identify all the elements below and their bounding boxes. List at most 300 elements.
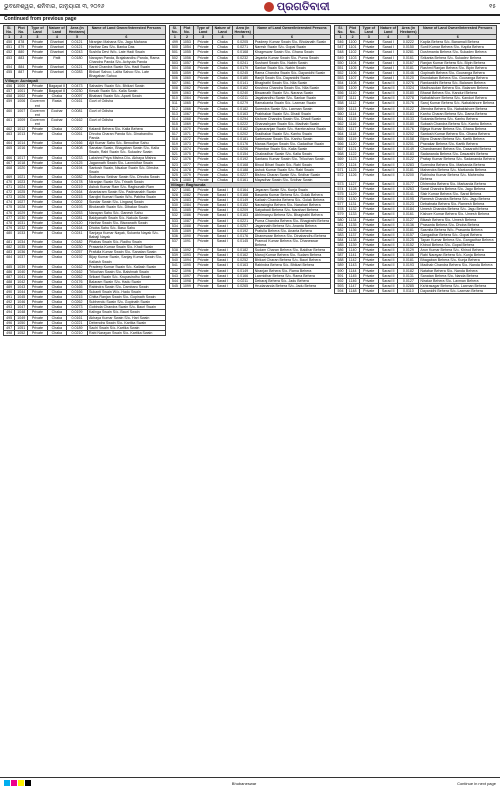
table-cell: Private: [359, 86, 378, 91]
table-cell: 469: [4, 174, 15, 179]
village-name: Village: Baghunda: [169, 182, 331, 187]
table-cell: Sarad II: [378, 131, 397, 136]
table-cell: Ranjit Swain S/o- Dayanidhi Swain: [253, 75, 331, 80]
table-cell: Pitambar Swain S/o- Kalia Swain: [253, 147, 331, 152]
table-cell: 1069: [180, 121, 193, 126]
table-cell: Sudam Charan Behera S/o- Baidhar Behera: [253, 248, 331, 253]
table-cell: 0.0122: [398, 157, 419, 162]
table-cell: 1023: [15, 180, 28, 185]
table-cell: Private: [359, 157, 378, 162]
table-cell: 0.0180: [398, 91, 419, 96]
table-cell: Kshirasagar Behera S/o- Laxman Behera: [419, 283, 497, 288]
table-cell: 572: [335, 172, 346, 181]
table-cell: Binod Bihari Swain S/o- Rabi Swain: [253, 162, 331, 167]
table-cell: 1103: [346, 55, 359, 60]
table-cell: 0.0215: [67, 195, 88, 200]
column-header: Area (in Hectares): [232, 26, 253, 35]
table-cell: Sanatan Swain, Bhagaban Swain S/o- Kalia Swain, Rabi Swain S/o- Sukadev Swain: [88, 146, 166, 155]
table-cell: Natabar Behera S/o- Nanda Behera: [419, 268, 497, 273]
table-cell: Sarad II: [378, 212, 397, 217]
table-cell: 0.0149: [232, 268, 253, 273]
table-cell: Khageswar Swain S/o- Ghana Swain: [253, 50, 331, 55]
table-cell: 0.0181: [398, 227, 419, 232]
column-number: 3: [28, 35, 47, 40]
table-cell: Niranjan Behera S/o- Rama Behera: [253, 268, 331, 273]
table-cell: Chaka: [47, 205, 66, 210]
table-cell: Chaka: [213, 126, 232, 131]
table-cell: 0.0181: [398, 65, 419, 70]
table-cell: 0.0219: [67, 185, 88, 190]
table-cell: Private: [28, 185, 47, 190]
table-cell: Sarad II: [378, 253, 397, 258]
table-cell: 0.0178: [67, 180, 88, 185]
table-cell: 587: [335, 253, 346, 258]
table-cell: Hrudananda Behera S/o- Jadu Behera: [253, 283, 331, 288]
table-cell: 1071: [180, 131, 193, 136]
table-cell: 0.0211: [232, 96, 253, 101]
table-cell: Rabindra Behera S/o- Bhikari Behera: [253, 263, 331, 268]
table-cell: Private: [359, 142, 378, 147]
table-cell: Private: [359, 243, 378, 248]
table-cell: Chaka: [213, 147, 232, 152]
table-cell: Private: [28, 305, 47, 310]
table-cell: 594: [335, 288, 346, 293]
table-cell: 0.0182: [232, 106, 253, 111]
table-cell: 471: [4, 185, 15, 190]
masthead-date: ଭୁବନେଶ୍ୱର, ଶନିବାର, ଜାନୁୟାରୀ ୩, ୨୦୨୬: [4, 3, 105, 10]
table-cell: 532: [169, 213, 180, 218]
table-cell: Private: [359, 106, 378, 111]
table-cell: 536: [169, 233, 180, 238]
table-header-row: [335, 26, 497, 35]
table-cell: 1025: [15, 190, 28, 195]
table-cell: Sarat Chandra Behera S/o- Jagu Behera: [419, 187, 497, 192]
table-cell: 588: [335, 258, 346, 263]
column-header: Name of Land Owner/Interested Persons: [88, 26, 166, 35]
table-cell: 0.0127: [398, 278, 419, 283]
table-cell: Private: [359, 60, 378, 65]
table-cell: 1087: [180, 218, 193, 223]
table-cell: 1016: [15, 146, 28, 155]
table-cell: Madhab Chandra Behera S/o- Nanda Behera: [419, 263, 497, 268]
table-cell: Prasanta Kumar Swain S/o- Khali Swain: [88, 245, 166, 250]
table-cell: 0.0127: [398, 217, 419, 222]
table-cell: 1073: [180, 142, 193, 147]
column-number: 1: [4, 35, 15, 40]
table-cell: 1100: [346, 40, 359, 45]
table-cell: Private: [359, 70, 378, 75]
table-cell: 1114: [346, 111, 359, 116]
table-cell: Harihar Das S/o- Banka Das: [88, 45, 166, 50]
column-number: 2: [346, 35, 359, 40]
table-cell: 1147: [346, 283, 359, 288]
table-cell: 1054: [180, 45, 193, 50]
table-cell: Private: [359, 283, 378, 288]
table-cell: Chaka: [213, 96, 232, 101]
table-cell: Sarad II: [378, 157, 397, 162]
table-cell: 0.0202: [67, 126, 88, 131]
table-cell: 1057: [180, 60, 193, 65]
table-cell: Bhikari Sahoo, Lalita Sahoo S/o- Late Bhagaban Sahoo: [88, 69, 166, 78]
table-cell: 573: [335, 181, 346, 186]
table-cell: 1036: [15, 250, 28, 255]
table-cell: 0.0166: [67, 290, 88, 295]
table-cell: 480: [4, 230, 15, 239]
table-cell: 1030: [15, 215, 28, 220]
table-cell: Bagayat II: [48, 89, 65, 94]
table-cell: Sarad II: [378, 152, 397, 157]
table-cell: 586: [335, 248, 346, 253]
table-cell: Sarad I: [213, 248, 232, 253]
table-cell: 1132: [346, 207, 359, 212]
table-cell: Rankanidhi Behera S/o- Balaram Behera: [419, 81, 497, 86]
table-cell: Sarad I: [213, 198, 232, 203]
table-cell: 559: [335, 106, 346, 111]
table-cell: Private: [359, 197, 378, 202]
table-row: [335, 288, 497, 293]
table-cell: Chaka: [47, 165, 66, 174]
table-cell: 455: [4, 69, 15, 78]
table-cell: 0.0186: [398, 253, 419, 258]
table-cell: Sarad I: [213, 223, 232, 228]
table-cell: 488: [4, 279, 15, 284]
table-cell: Chaka: [213, 40, 232, 45]
table-cell: 0.0183: [398, 111, 419, 116]
table-cell: 0.0230: [67, 89, 88, 94]
table-cell: Akhaya Kumar Swain S/o- Hari Swain: [88, 315, 166, 320]
table-cell: 592: [335, 278, 346, 283]
table-cell: 457: [4, 89, 15, 94]
table-cell: Sarad II: [378, 232, 397, 237]
table-cell: Chaka: [47, 230, 66, 239]
table-cell: Nabakishore Behera S/o- Kanduri Behera: [419, 96, 497, 101]
table-cell: Kishore Chandra Swain S/o- Dhadi Swain: [253, 116, 331, 121]
table-cell: 1122: [346, 152, 359, 157]
continued-note: Continued from previous page: [0, 16, 500, 24]
table-cell: Private: [193, 258, 212, 263]
table-cell: 466: [4, 155, 15, 160]
table-cell: Chaka: [213, 65, 232, 70]
masthead: [0, 0, 500, 16]
table-cell: Tapan Kumar Behera S/o- Gangadhar Behera: [419, 237, 497, 242]
table-cell: 0.0221: [67, 320, 88, 325]
table-cell: 1110: [346, 91, 359, 96]
table-cell: 1126: [346, 172, 359, 181]
table-cell: Private: [193, 273, 212, 278]
table-cell: Chaka: [47, 269, 66, 274]
table-cell: 1138: [346, 237, 359, 242]
table-cell: 0.0276: [398, 81, 419, 86]
table-cell: Gangadhar Behera S/o- Gopal Behera: [419, 232, 497, 237]
table-cell: Chaka: [213, 137, 232, 142]
table-cell: 0.0168: [232, 162, 253, 167]
column-number: 2: [15, 35, 28, 40]
table-cell: Private: [359, 40, 378, 45]
table-cell: Niranjan Swain S/o- Trinath Swain: [88, 180, 166, 185]
table-cell: Sarad II: [378, 268, 397, 273]
table-cell: 518: [169, 137, 180, 142]
table-cell: 0.0202: [398, 131, 419, 136]
table-cell: 528: [169, 193, 180, 198]
table-cell: Private: [28, 255, 47, 264]
table-cell: 1130: [346, 197, 359, 202]
table-cell: 1097: [180, 273, 193, 278]
table-cell: Prafulla Behera S/o- Ananta Behera: [253, 228, 331, 233]
table-cell: 516: [169, 126, 180, 131]
table-cell: 1053: [180, 40, 193, 45]
table-cell: Sanjaya Kumar Nayak, Sukanta Nayak S/o- Babaji Nayak: [88, 230, 166, 239]
table-cell: Private: [28, 205, 47, 210]
table-cell: Ashok Kumar Swain S/o- Rabi Swain: [253, 167, 331, 172]
table-cell: Private: [28, 245, 47, 250]
table-cell: 1041: [15, 274, 28, 279]
table-cell: 1012: [15, 126, 28, 131]
table-cell: 1070: [180, 126, 193, 131]
table-header-row: [169, 26, 331, 35]
table-cell: Pitabas Swain S/o- Radhu Swain: [88, 240, 166, 245]
table-cell: 533: [169, 218, 180, 223]
table-cell: Sarad II: [378, 142, 397, 147]
table-cell: Ashok Kumar Ram S/o- Raghunath Ram: [88, 185, 166, 190]
table-cell: Private: [359, 187, 378, 192]
table-cell: 0.0206: [232, 147, 253, 152]
table-cell: 1061: [180, 81, 193, 86]
table-cell: Chaka: [213, 91, 232, 96]
table-cell: 0.0408: [67, 146, 88, 155]
table-cell: 0.0166: [67, 141, 88, 146]
table-cell: 0.0202: [67, 200, 88, 205]
table-cell: 1055: [180, 50, 193, 55]
table-cell: Private: [28, 225, 47, 230]
table-cell: 1066: [180, 106, 193, 111]
table-cell: Private: [359, 96, 378, 101]
table-cell: 525: [169, 172, 180, 177]
table-cell: 1102: [346, 50, 359, 55]
table-cell: Sarad II: [378, 248, 397, 253]
table-cell: 0.0194: [67, 165, 88, 174]
table-cell: Private: [28, 295, 47, 300]
table-cell: Chaka: [47, 305, 66, 310]
table-cell: Private: [28, 200, 47, 205]
table-cell: Bagayat II: [48, 84, 65, 89]
table-cell: 1043: [15, 284, 28, 289]
table-cell: 493: [4, 305, 15, 310]
table-cell: Private: [193, 131, 212, 136]
table-cell: Private: [359, 232, 378, 237]
column-number: 6: [88, 35, 166, 40]
table-cell: Sarad II: [378, 81, 397, 86]
land-table-3: [334, 25, 497, 294]
table-cell: 1082: [180, 193, 193, 198]
table-cell: 0.0122: [398, 106, 419, 111]
table-cell: 489: [4, 284, 15, 289]
table-cell: Private: [193, 162, 212, 167]
table-cell: 576: [335, 197, 346, 202]
table-cell: Naresh Swain S/o- Gopal Swain: [253, 45, 331, 50]
table-cell: Private: [193, 152, 212, 157]
column-number: 5: [232, 35, 253, 40]
table-cell: 527: [169, 188, 180, 193]
table-cell: 1024: [15, 185, 28, 190]
table-cell: 1006: [15, 99, 28, 108]
table-cell: 0.0262: [67, 300, 88, 305]
table-cell: 0.0176: [398, 101, 419, 106]
table-cell: Private: [359, 263, 378, 268]
table-cell: 1039: [15, 264, 28, 269]
table-cell: Purna Chandra Behera S/o- Bhagirathi Behera: [254, 218, 330, 223]
table-cell: Sarad I: [213, 283, 232, 288]
column-header: Name of Land Owner/Interested Persons: [419, 26, 497, 35]
table-cell: 878: [15, 40, 28, 45]
table-cell: 1109: [346, 86, 359, 91]
table-cell: 1009: [15, 117, 28, 126]
table-cell: Sunil Kumar Behera S/o- Kapila Behera: [419, 45, 497, 50]
table-cell: 1137: [346, 232, 359, 237]
table-cell: Chaka: [213, 70, 232, 75]
table-cell: 593: [335, 283, 346, 288]
table-cell: Arun Kumar Behera S/o- Khirod Behera: [419, 248, 497, 253]
table-cell: Govt of Odisha: [88, 99, 166, 108]
table-cell: 0.0193: [67, 205, 88, 210]
table-cell: 459: [4, 99, 15, 108]
table-cell: 540: [169, 258, 180, 263]
table-cell: Bipra Charan Behera S/o- Kartik Behera: [419, 137, 497, 142]
table-cell: 0.0136: [398, 222, 419, 227]
table-cell: Sarad II: [378, 288, 397, 293]
table-cell: 0.0157: [398, 232, 419, 237]
table-cell: Rabindra Swain S/o- Dambaru Swain: [88, 284, 166, 289]
table-cell: 0.0180: [398, 121, 419, 126]
table-cell: Pradeep Kumar Swain S/o- Kailash Swain: [88, 264, 166, 269]
table-cell: Private: [193, 218, 212, 223]
table-cell: Gochar: [47, 108, 66, 117]
table-cell: Private: [193, 223, 212, 228]
table-cell: Private: [193, 137, 212, 142]
table-cell: Prabhakar Swain S/o- Dhadi Swain: [253, 111, 331, 116]
column-header: Plot No.: [180, 26, 193, 35]
table-cell: Sarad I: [378, 65, 397, 70]
table-cell: Sushant Swain S/o- Nabin Swain: [253, 60, 331, 65]
table-cell: 552: [335, 70, 346, 75]
table-cell: Private: [359, 50, 378, 55]
table-cell: Sarad II: [378, 86, 397, 91]
table-cell: Sarad II: [378, 111, 397, 116]
table-cell: 0.0294: [232, 116, 253, 121]
table-row: [4, 330, 166, 335]
table-cell: 1098: [180, 278, 193, 283]
table-cell: 1108: [346, 81, 359, 86]
table-cell: Jitendra Behera S/o- Nabakishore Behera: [419, 106, 497, 111]
table-cell: 0.0261: [67, 132, 88, 141]
table-cell: 517: [169, 131, 180, 136]
table-cell: 0.0253: [67, 210, 88, 215]
table-cell: Government: [28, 108, 47, 117]
table-cell: 581: [335, 222, 346, 227]
table-cell: 0.0257: [67, 250, 88, 255]
table-cell: Private: [28, 240, 47, 245]
table-cell: Madhusudan Behera S/o- Balaram Behera: [419, 86, 497, 91]
table-cell: Private: [28, 210, 47, 215]
table-cell: Private: [359, 55, 378, 60]
table-cell: 0.0273: [67, 305, 88, 310]
table-cell: Chitta Ranjan Swain S/o- Gopinath Swain: [88, 295, 166, 300]
table-cell: 0.0181: [232, 137, 253, 142]
table-cell: Govt of Odisha: [88, 117, 166, 126]
table-cell: 0.0257: [232, 223, 253, 228]
table-cell: Rama Chandra Swain S/o- Dayanidhi Swain: [253, 70, 331, 75]
table-cell: Private: [28, 269, 47, 274]
table-cell: 547: [335, 45, 346, 50]
table-cell: Brundaban Behera S/o- Gouranga Behera: [419, 75, 497, 80]
table-cell: 562: [335, 121, 346, 126]
table-cell: Anantaram Swain S/o- Padmanabh Swain: [88, 190, 166, 195]
table-cell: 486: [4, 269, 15, 274]
table-cell: Private: [359, 278, 378, 283]
table-cell: 0.0163: [232, 111, 253, 116]
table-cell: Laxmidhar Behera S/o- Rama Behera: [253, 273, 331, 278]
table-cell: 1115: [346, 116, 359, 121]
table-cell: 494: [4, 310, 15, 315]
table-cell: 0.0211: [232, 278, 253, 283]
table-cell: 0.0245: [232, 70, 253, 75]
table-cell: Sarad I: [378, 75, 397, 80]
table-cell: Pravakar Behera S/o- Kartik Behera: [419, 142, 497, 147]
notice-columns: [0, 24, 500, 772]
table-cell: Rabi Narayan Behera S/o- Kunja Behera: [419, 253, 497, 258]
table-cell: 545: [169, 283, 180, 288]
table-cell: Trilochan Swain S/o- Baishnab Swain: [88, 269, 166, 274]
table-cell: Private: [359, 248, 378, 253]
table-cell: 513: [169, 111, 180, 116]
table-cell: 0.0243: [67, 50, 88, 55]
table-cell: 529: [169, 198, 180, 203]
table-cell: Rashmi Ranjan Behera S/o- Bipin Behera: [419, 65, 497, 70]
table-cell: Chaka: [47, 315, 66, 320]
table-cell: 0.0227: [232, 172, 253, 177]
table-cell: 0.0121: [67, 64, 88, 69]
table-cell: 1142: [346, 258, 359, 263]
table-cell: Sarad II: [378, 101, 397, 106]
table-cell: Private: [359, 81, 378, 86]
table-cell: 1021: [15, 174, 28, 179]
table-cell: 0.0141: [232, 81, 253, 86]
table-cell: 0.0125: [67, 160, 88, 165]
table-row: [169, 283, 331, 288]
table-cell: 0.0192: [232, 228, 253, 233]
table-cell: Chaka: [47, 146, 66, 155]
table-cell: Private: [193, 55, 212, 60]
table-cell: Chaka: [47, 132, 66, 141]
table-cell: 0.0240: [232, 91, 253, 96]
column-number: 4: [378, 35, 397, 40]
table-cell: 502: [169, 55, 180, 60]
table-cell: 1120: [346, 142, 359, 147]
table-cell: 1017: [15, 155, 28, 160]
table-cell: 484: [4, 255, 15, 264]
table-cell: 0.0162: [67, 264, 88, 269]
table-cell: 579: [335, 212, 346, 217]
table-cell: Gharbari: [47, 40, 66, 45]
table-cell: 1084: [180, 203, 193, 208]
table-cell: 0.0182: [232, 248, 253, 253]
table-cell: 543: [169, 273, 180, 278]
table-cell: 1075: [180, 152, 193, 157]
column-header: Nature of Land: [214, 26, 231, 35]
table-cell: 1007: [15, 108, 28, 117]
table-cell: Chaka: [47, 210, 66, 215]
table-cell: 0.0193: [398, 263, 419, 268]
table-cell: 0.0162: [67, 269, 88, 274]
